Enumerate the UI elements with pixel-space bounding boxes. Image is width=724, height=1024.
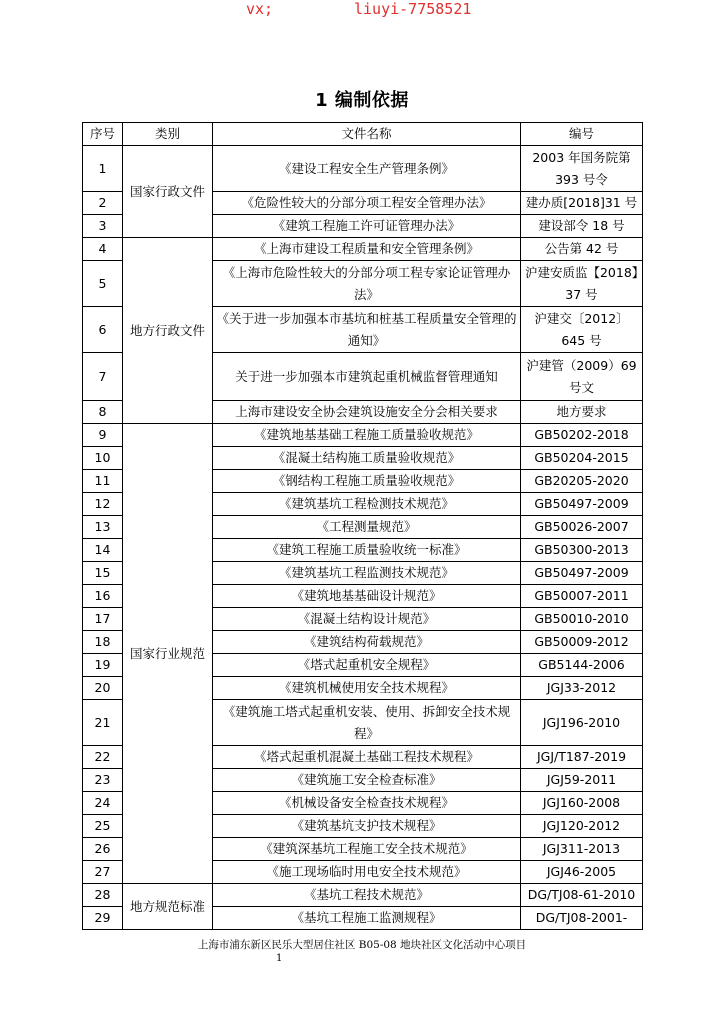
row-no: 12: [83, 493, 123, 516]
row-name: 《基坑工程技术规范》: [213, 884, 521, 907]
row-name: 《塔式起重机混凝土基础工程技术规程》: [213, 746, 521, 769]
row-no: 22: [83, 746, 123, 769]
row-no: 4: [83, 238, 123, 261]
header-category: 类别: [123, 123, 213, 146]
table-row: [83, 238, 643, 261]
row-code: JGJ59-2011: [521, 769, 643, 792]
row-no: 17: [83, 608, 123, 631]
row-no: 20: [83, 677, 123, 700]
row-name: 《建筑机械使用安全技术规程》: [213, 677, 521, 700]
row-no: 21: [83, 700, 123, 746]
row-code: DG/TJ08-2001-: [521, 907, 643, 930]
row-code: JGJ33-2012: [521, 677, 643, 700]
row-name: 《工程测量规范》: [213, 516, 521, 539]
row-no: 19: [83, 654, 123, 677]
row-name: 关于进一步加强本市建筑起重机械监督管理通知: [213, 353, 521, 401]
row-no: 28: [83, 884, 123, 907]
row-code: 建办质[2018]31 号: [521, 192, 643, 215]
table-row: [83, 884, 643, 907]
basis-table: [82, 122, 643, 930]
row-name: 《建筑基坑工程监测技术规范》: [213, 562, 521, 585]
row-code: GB50010-2010: [521, 608, 643, 631]
header-no: 序号: [83, 123, 123, 146]
row-no: 5: [83, 261, 123, 307]
page-title: 1 编制依据: [315, 90, 409, 111]
category-cell: 地方规范标准: [123, 884, 213, 930]
row-code: JGJ160-2008: [521, 792, 643, 815]
header-name: 文件名称: [213, 123, 521, 146]
row-no: 26: [83, 838, 123, 861]
row-name: 《混凝土结构设计规范》: [213, 608, 521, 631]
watermark: [0, 0, 724, 22]
row-name: 《建筑基坑支护技术规程》: [213, 815, 521, 838]
row-no: 23: [83, 769, 123, 792]
row-name: 《建筑结构荷载规范》: [213, 631, 521, 654]
watermark-right: liuyi-7758521: [354, 0, 472, 18]
row-no: 14: [83, 539, 123, 562]
category-cell: 国家行业规范: [123, 424, 213, 884]
row-no: 24: [83, 792, 123, 815]
row-no: 27: [83, 861, 123, 884]
row-no: 7: [83, 353, 123, 401]
row-code: GB50497-2009: [521, 493, 643, 516]
row-code: JGJ/T187-2019: [521, 746, 643, 769]
page-footer: 上海市浦东新区民乐大型居住社区 B05-08 地块社区文化活动中心项目: [197, 939, 527, 951]
row-code: GB50497-2009: [521, 562, 643, 585]
watermark-left: vx;: [246, 0, 274, 18]
row-no: 16: [83, 585, 123, 608]
row-no: 13: [83, 516, 123, 539]
row-name: 《建筑基坑工程检测技术规范》: [213, 493, 521, 516]
row-code: JGJ120-2012: [521, 815, 643, 838]
row-name: 上海市建设安全协会建筑设施安全分会相关要求: [213, 401, 521, 424]
row-code: GB50204-2015: [521, 447, 643, 470]
row-name: 《建筑工程施工许可证管理办法》: [213, 215, 521, 238]
row-no: 9: [83, 424, 123, 447]
row-no: 25: [83, 815, 123, 838]
row-code: GB50007-2011: [521, 585, 643, 608]
row-name: 《建筑施工塔式起重机安装、使用、拆卸安全技术规程》: [213, 700, 521, 746]
row-name: 《关于进一步加强本市基坑和桩基工程质量安全管理的通知》: [213, 307, 521, 353]
row-name: 《建筑地基基础工程施工质量验收规范》: [213, 424, 521, 447]
row-code: GB50202-2018: [521, 424, 643, 447]
header-code: 编号: [521, 123, 643, 146]
row-code: GB50009-2012: [521, 631, 643, 654]
table-header-row: [83, 123, 643, 146]
row-name: 《机械设备安全检查技术规程》: [213, 792, 521, 815]
row-code: 沪建安质监【2018】37 号: [521, 261, 643, 307]
row-name: 《建设工程安全生产管理条例》: [213, 146, 521, 192]
row-code: GB20205-2020: [521, 470, 643, 493]
row-code: DG/TJ08-61-2010: [521, 884, 643, 907]
row-code: JGJ46-2005: [521, 861, 643, 884]
row-code: GB50026-2007: [521, 516, 643, 539]
row-no: 1: [83, 146, 123, 192]
row-code: JGJ196-2010: [521, 700, 643, 746]
row-code: 沪建交〔2012〕645 号: [521, 307, 643, 353]
row-name: 《建筑深基坑工程施工安全技术规范》: [213, 838, 521, 861]
row-code: GB50300-2013: [521, 539, 643, 562]
page-number: 1: [276, 953, 283, 964]
row-no: 10: [83, 447, 123, 470]
table-row: [83, 424, 643, 447]
row-code: JGJ311-2013: [521, 838, 643, 861]
row-name: 《上海市危险性较大的分部分项工程专家论证管理办法》: [213, 261, 521, 307]
row-no: 6: [83, 307, 123, 353]
row-code: 沪建管（2009）69 号文: [521, 353, 643, 401]
category-cell: 地方行政文件: [123, 238, 213, 424]
row-no: 18: [83, 631, 123, 654]
row-name: 《基坑工程施工监测规程》: [213, 907, 521, 930]
category-cell: 国家行政文件: [123, 146, 213, 238]
row-code: 地方要求: [521, 401, 643, 424]
row-code: 2003 年国务院第 393 号令: [521, 146, 643, 192]
row-code: 建设部令 18 号: [521, 215, 643, 238]
row-name: 《塔式起重机安全规程》: [213, 654, 521, 677]
row-no: 3: [83, 215, 123, 238]
row-name: 《建筑地基基础设计规范》: [213, 585, 521, 608]
row-name: 《施工现场临时用电安全技术规范》: [213, 861, 521, 884]
row-no: 2: [83, 192, 123, 215]
row-name: 《上海市建设工程质量和安全管理条例》: [213, 238, 521, 261]
table-row: [83, 146, 643, 192]
row-name: 《建筑工程施工质量验收统一标准》: [213, 539, 521, 562]
row-name: 《危险性较大的分部分项工程安全管理办法》: [213, 192, 521, 215]
row-name: 《建筑施工安全检查标准》: [213, 769, 521, 792]
row-code: GB5144-2006: [521, 654, 643, 677]
row-no: 29: [83, 907, 123, 930]
row-name: 《混凝土结构施工质量验收规范》: [213, 447, 521, 470]
row-no: 11: [83, 470, 123, 493]
row-no: 8: [83, 401, 123, 424]
row-code: 公告第 42 号: [521, 238, 643, 261]
row-no: 15: [83, 562, 123, 585]
row-name: 《钢结构工程施工质量验收规范》: [213, 470, 521, 493]
